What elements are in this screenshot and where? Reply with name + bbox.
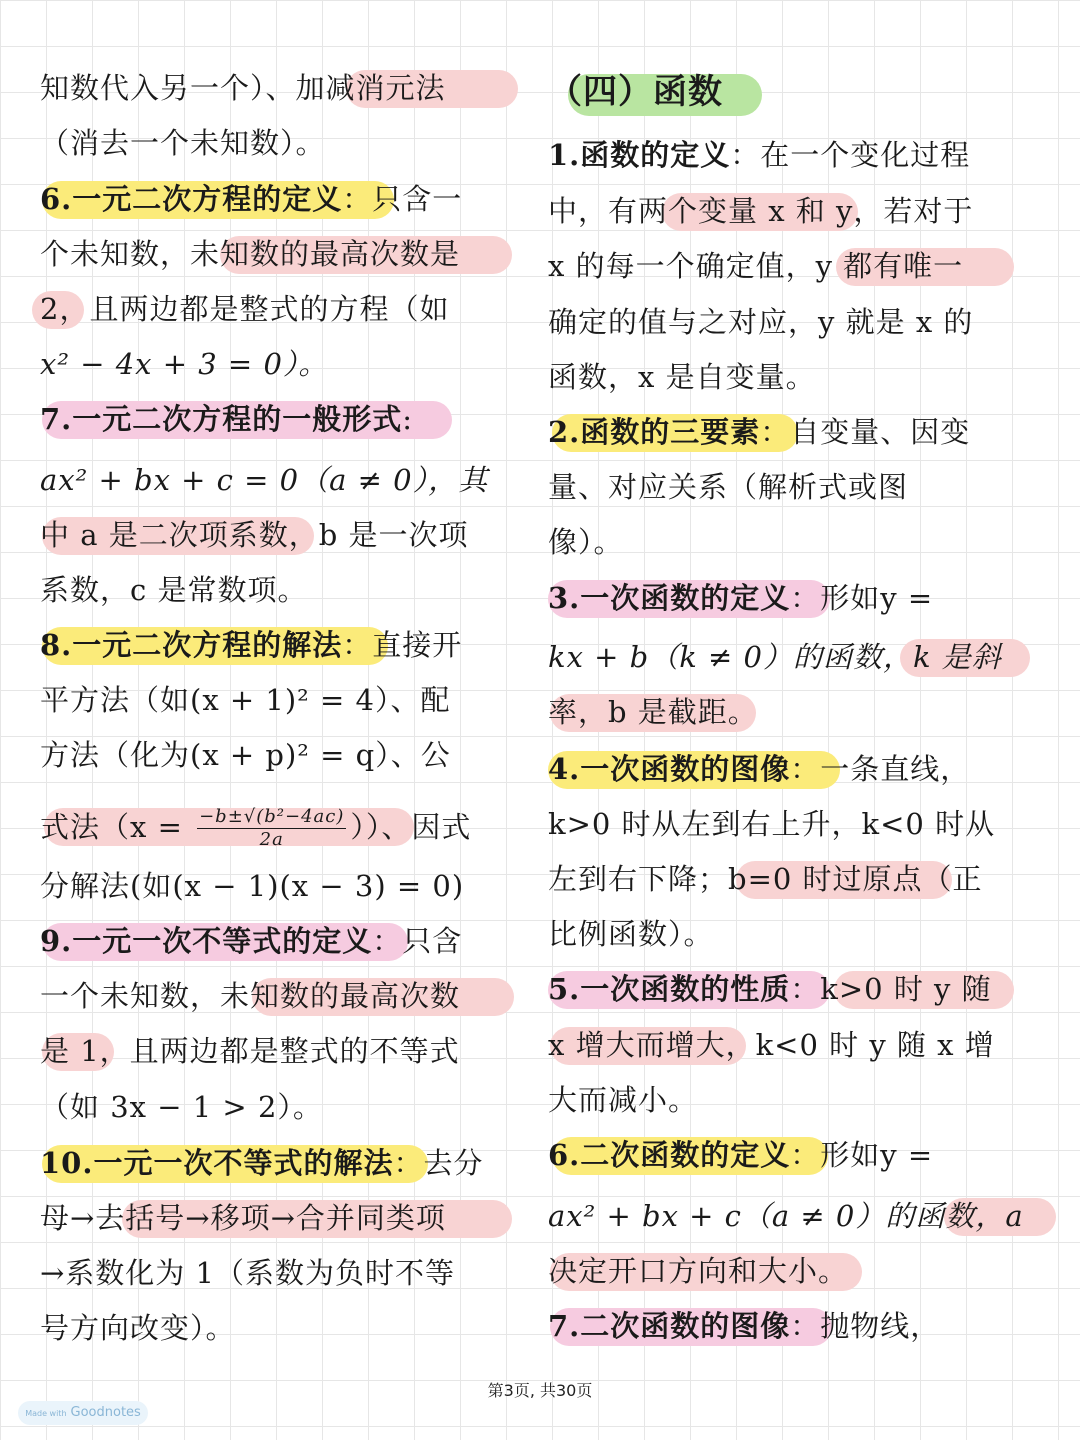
heading-text: 9.一元一次不等式的定义: [40, 924, 373, 958]
goodnotes-badge: [18, 1401, 148, 1425]
right-line: [548, 246, 963, 286]
left-line-1: [40, 68, 446, 108]
r-section-6-heading: [548, 1135, 933, 1175]
heading-text: 3.一次函数的定义: [548, 581, 791, 615]
text: :: [402, 402, 414, 436]
title-text: （四）函数: [548, 72, 723, 112]
left-line-formula: （如 3x − 1 > 2）。: [40, 1090, 323, 1124]
section-title: [548, 72, 723, 113]
text: ））、因式: [350, 809, 472, 844]
text: ：k>0 时 y 随: [790, 972, 992, 1006]
text: 式法（x =: [40, 809, 194, 844]
right-line: 大而减小。: [548, 1083, 699, 1117]
heading-text: 4.一次函数的图像: [548, 752, 791, 786]
text: ：直接开: [342, 628, 463, 662]
right-line: 确定的值与之对应，y 就是 x 的: [548, 305, 974, 339]
right-line: 量、对应关系（解析式或图: [548, 470, 909, 504]
text: 率，b 是截距。: [548, 695, 758, 729]
text: ：去分: [393, 1146, 484, 1180]
left-line-formula: x² − 4x + 3 = 0）。: [40, 347, 329, 381]
left-line: [40, 1031, 460, 1071]
section-7-heading: [40, 399, 413, 439]
quadratic-formula: [197, 806, 346, 851]
fraction-denominator: 2a: [259, 829, 284, 850]
section-10-heading: [40, 1143, 483, 1183]
badge-prefix: Made with: [25, 1409, 67, 1418]
right-line: k>0 时从左到右上升，k<0 时从: [548, 807, 996, 841]
section-6-heading: [40, 179, 462, 219]
left-line: 号方向改变）。: [40, 1311, 236, 1345]
text: 一个未知数，未知数的最高次数: [40, 979, 461, 1013]
right-line: 比例函数）。: [548, 917, 714, 951]
right-line: [548, 859, 983, 899]
right-line: 函数，x 是自变量。: [548, 360, 816, 394]
right-line: [548, 191, 973, 231]
text: 决定开口方向和大小。: [548, 1254, 849, 1288]
heading-text: 7.一元二次方程的一般形式: [40, 402, 403, 436]
right-line-formula: [548, 637, 1002, 677]
text: 个未知数，未知数的最高次数是: [40, 237, 461, 271]
right-line: [548, 692, 758, 732]
text: ：只含: [372, 924, 463, 958]
r-section-5-heading: [548, 969, 992, 1009]
left-line: [40, 515, 469, 555]
text: ：自变量、因变: [760, 415, 971, 449]
text: 2，且两边都是整式的方程（如: [40, 292, 450, 326]
heading-text: 8.一元二次方程的解法: [40, 628, 343, 662]
text: 母→去括号→移项→合并同类项: [40, 1201, 446, 1235]
text: ：形如y =: [790, 1138, 934, 1172]
text: 是 1，且两边都是整式的不等式: [40, 1034, 460, 1068]
text: kx + b（k ≠ 0）的函数，k 是斜: [548, 640, 1002, 674]
text: ：只含一: [342, 182, 463, 216]
left-line: →系数化为 1（系数为负时不等: [40, 1256, 455, 1290]
page-number: 第3页, 共30页: [487, 1381, 593, 1400]
heading-text: 1.函数的定义: [548, 138, 731, 172]
left-line: 方法（化为(x + p)² = q）、公: [40, 738, 451, 772]
right-line: [548, 1251, 848, 1291]
highlighted-text: 加减消元法: [295, 71, 446, 105]
text: 知数代入另一个）、: [40, 71, 296, 105]
left-line: [40, 976, 460, 1016]
heading-text: 6.一元二次方程的定义: [40, 182, 343, 216]
text: x 增大而增大，k<0 时 y 随 x 增: [548, 1028, 995, 1062]
section-8-heading: [40, 625, 462, 665]
fraction-numerator: −b±√(b²−4ac): [199, 806, 345, 827]
badge-brand: Goodnotes: [70, 1405, 141, 1420]
r-section-1-heading: [548, 135, 970, 175]
left-line: [40, 289, 449, 329]
r-section-2-heading: [548, 412, 970, 452]
r-section-7-heading: [548, 1306, 940, 1346]
heading-text: 5.一次函数的性质: [548, 972, 791, 1006]
left-line-2: （消去一个未知数）。: [40, 126, 326, 160]
text: 左到右下降；b=0 时过原点（正: [548, 862, 983, 896]
text: ax² + bx + c（a ≠ 0）的函数，a: [548, 1199, 1024, 1233]
right-line: 像）。: [548, 525, 624, 559]
left-line: [40, 234, 460, 274]
left-line: 系数，c 是常数项。: [40, 573, 308, 607]
left-line-formula: ax² + bx + c = 0（a ≠ 0），其: [40, 463, 489, 497]
text: ：一条直线，: [790, 752, 971, 786]
left-line: 平方法（如(x + 1)² = 4）、配: [40, 683, 451, 717]
heading-text: 6.二次函数的定义: [548, 1138, 791, 1172]
r-section-3-heading: [548, 578, 933, 618]
section-9-heading: [40, 921, 462, 961]
heading-text: 10.一元一次不等式的解法: [40, 1146, 394, 1180]
right-line-formula: [548, 1196, 1024, 1236]
text: ：在一个变化过程: [730, 138, 971, 172]
text: 中 a 是二次项系数，b 是一次项: [40, 518, 469, 552]
heading-text: 7.二次函数的图像: [548, 1309, 791, 1343]
left-line-fraction: [40, 806, 471, 851]
left-line: [40, 1198, 446, 1238]
text: x 的每一个确定值，y 都有唯一: [548, 249, 964, 283]
text: 中，有两个变量 x 和 y，若对于: [548, 194, 974, 228]
right-line: [548, 1025, 995, 1065]
text: ：形如y =: [790, 581, 934, 615]
left-line-formula: 分解法(如(x − 1)(x − 3) = 0): [40, 869, 465, 903]
heading-text: 2.函数的三要素: [548, 415, 761, 449]
text: ：抛物线，: [790, 1309, 941, 1343]
r-section-4-heading: [548, 749, 970, 789]
